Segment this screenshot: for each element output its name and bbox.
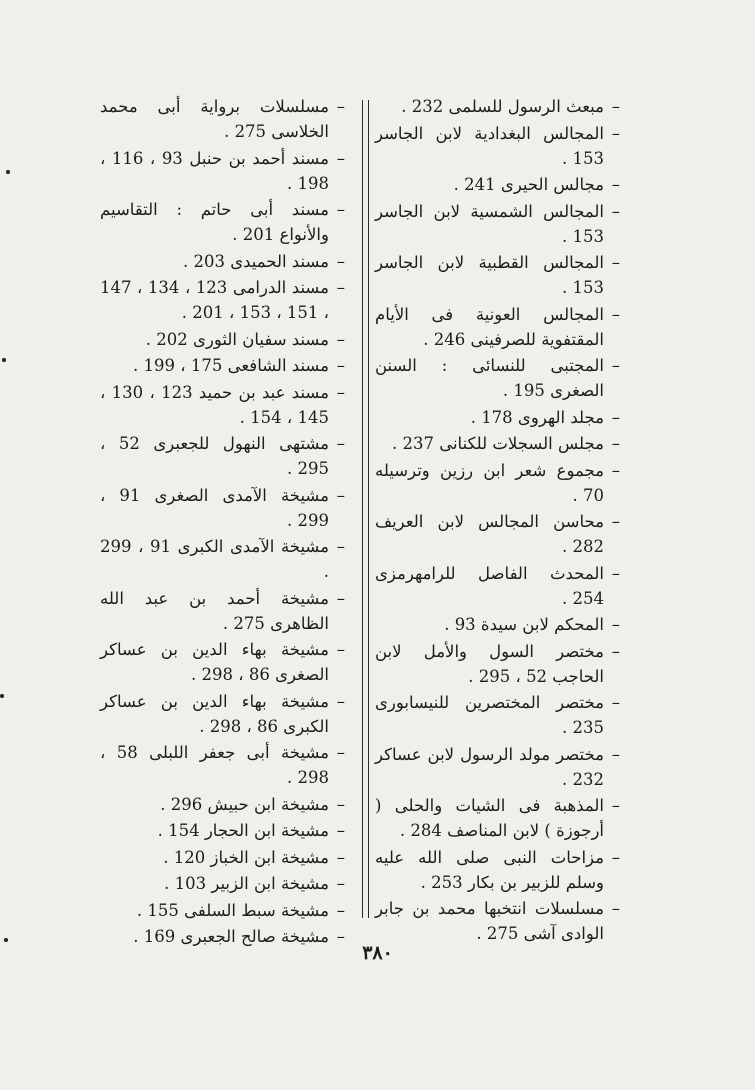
index-entry: – مشتهى النهول للجعبرى 52 ، 295 . (100, 431, 345, 481)
index-entry: – مبعث الرسول للسلمى 232 . (375, 94, 620, 119)
index-entry: – المحكم لابن سيدة 93 . (375, 612, 620, 637)
index-entry: – المجالس الشمسية لابن الجاسر 153 . (375, 199, 620, 249)
index-entry: – مسند أبى حاتم : التقاسيم والأنواع 201 . (100, 197, 345, 247)
index-entry: – مسلسلات برواية أبى محمد الخلاسى 275 . (100, 94, 345, 144)
index-entry: – المذهبة فى الشيات والحلى ( أرجوزة ) لابن المناصف 284 . (375, 793, 620, 843)
index-entry: – مجلس السجلات للكنانى 237 . (375, 431, 620, 456)
index-entry: – مجموع شعر ابن رزين وترسيله 70 . (375, 458, 620, 508)
index-entry: – مختصر المختصرين للنيسابورى 235 . (375, 690, 620, 740)
index-entry: – مشيخة ابن حبيش 296 . (100, 792, 345, 817)
index-entry: – مشيخة بهاء الدين بن عساكر الكبرى 86 ، 298 . (100, 689, 345, 739)
scan-mark (4, 938, 8, 942)
index-entry: – مسند سفيان الثورى 202 . (100, 327, 345, 352)
index-entry: – مختصر السول والأمل لابن الحاجب 52 ، 295 . (375, 639, 620, 689)
index-entry: – مشيخة الآمدى الصغرى 91 ، 299 . (100, 483, 345, 533)
index-entry: – مجالس الحيرى 241 . (375, 172, 620, 197)
index-entry: – مشيخة ابن الخباز 120 . (100, 845, 345, 870)
index-entry: – مشيخة ابن الحجار 154 . (100, 818, 345, 843)
index-column-right (375, 94, 620, 948)
index-column-left (100, 94, 345, 951)
column-divider (368, 100, 369, 918)
index-entry: – مشيخة أبى جعفر اللبلى 58 ، 298 . (100, 740, 345, 790)
index-entry: – مشيخة الآمدى الكبرى 91 ، 299 . (100, 534, 345, 584)
index-entry: – مزاحات النبى صلى الله عليه وسلم للزبير بن بكار 253 . (375, 845, 620, 895)
index-entry: – مشيخة بهاء الدين بن عساكر الصغرى 86 ، 298 . (100, 637, 345, 687)
index-entry: – مسند الشافعى 175 ، 199 . (100, 353, 345, 378)
column-divider (362, 100, 363, 918)
index-entry: – مجلد الهروى 178 . (375, 405, 620, 430)
scan-mark (0, 694, 4, 698)
index-entry: – مسلسلات انتخبها محمد بن جابر الوادى آشى 275 . (375, 896, 620, 946)
scan-mark (2, 358, 6, 362)
index-entry: – مشيخة سبط السلفى 155 . (100, 898, 345, 923)
page-number: ٣٨٠ (362, 942, 393, 964)
index-entry: – المجالس البغدادية لابن الجاسر 153 . (375, 121, 620, 171)
index-entry: – المجالس العونية فى الأيام المقتفوية للصرفينى 246 . (375, 302, 620, 352)
index-entry: – مسند عبد بن حميد 123 ، 130 ، 145 ، 154 . (100, 380, 345, 430)
index-entry: – مشيخة ابن الزبير 103 . (100, 871, 345, 896)
index-entry: – مختصر مولد الرسول لابن عساكر 232 . (375, 742, 620, 792)
scan-mark (6, 170, 10, 174)
index-entry: – مسند الدرامى 123 ، 134 ، 147 ، 151 ، 153 ، 201 . (100, 275, 345, 325)
index-entry: – مسند أحمد بن حنبل 93 ، 116 ، 198 . (100, 146, 345, 196)
index-entry: – المجالس القطبية لابن الجاسر 153 . (375, 250, 620, 300)
index-entry: – مسند الحميدى 203 . (100, 249, 345, 274)
index-entry: – المحدث الفاصل للرامهرمزى 254 . (375, 561, 620, 611)
index-entry: – مشيخة أحمد بن عبد الله الظاهرى 275 . (100, 586, 345, 636)
index-entry: – محاسن المجالس لابن العريف 282 . (375, 509, 620, 559)
index-entry: – المجتبى للنسائى : السنن الصغرى 195 . (375, 353, 620, 403)
index-entry: – مشيخة صالح الجعبرى 169 . (100, 924, 345, 949)
